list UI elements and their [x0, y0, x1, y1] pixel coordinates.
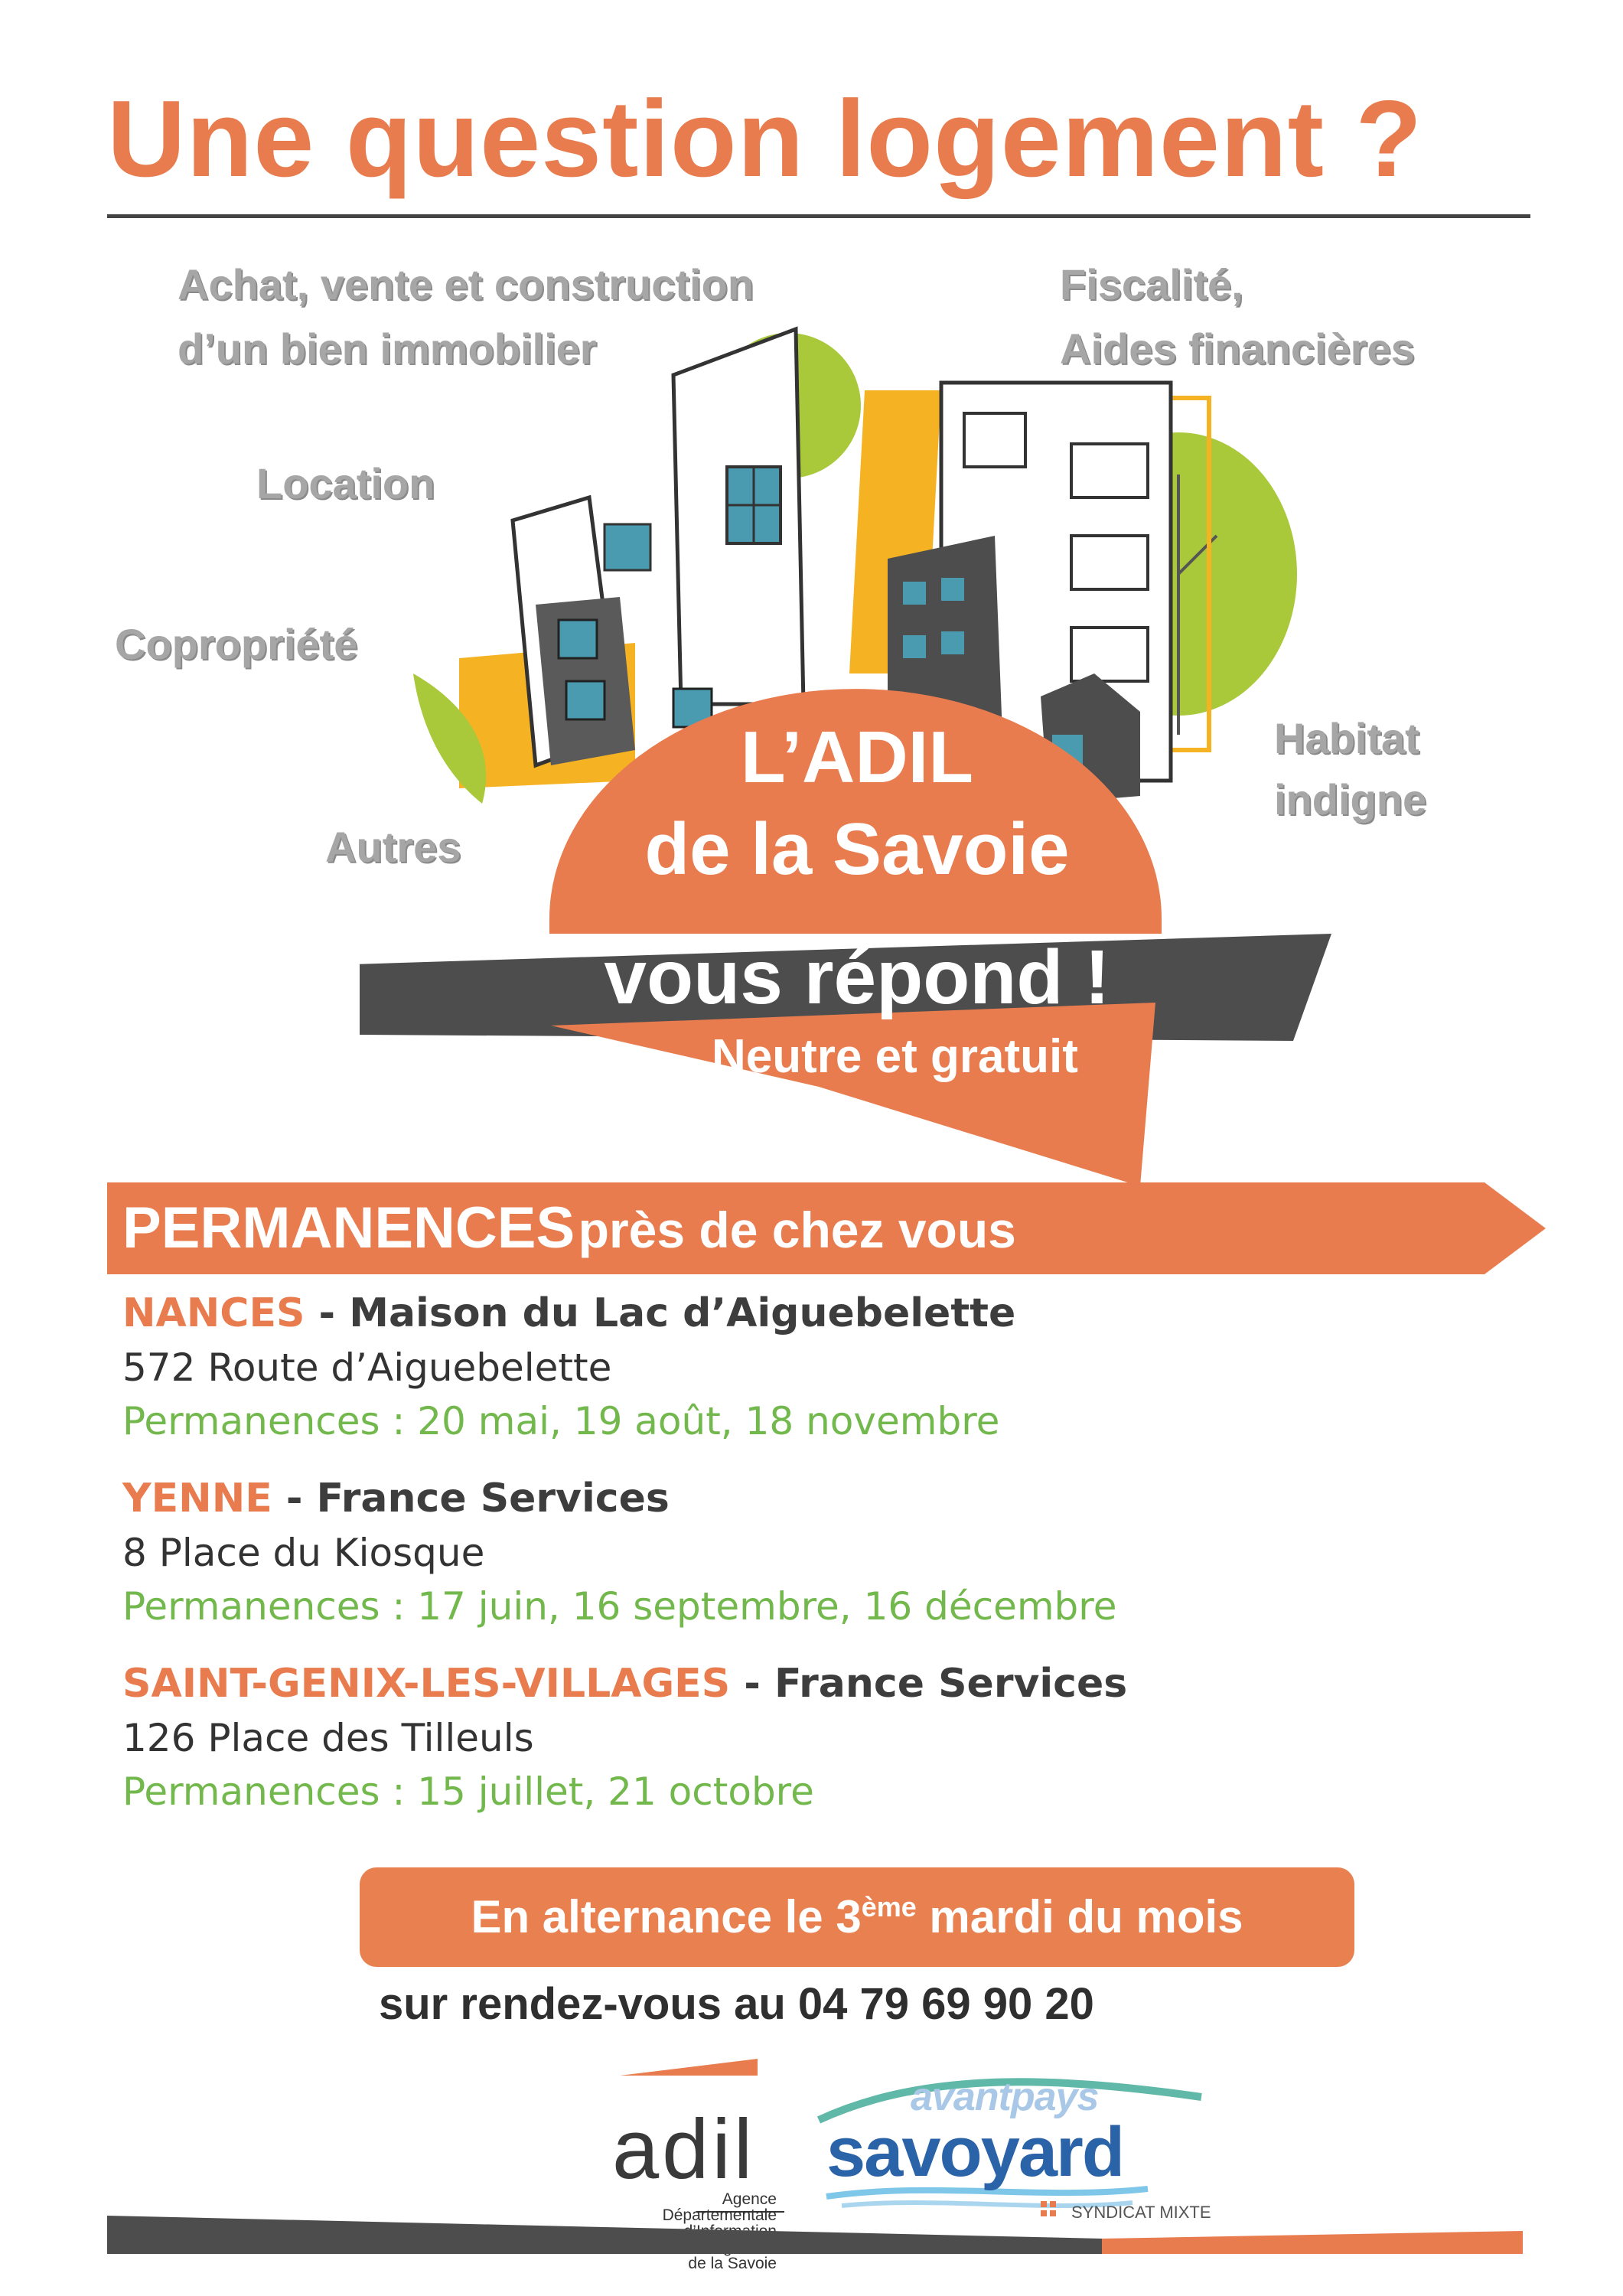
topic-achat: Achat, vente et construction d’un bien immobilier	[178, 260, 754, 373]
page-title: Une question logement ?	[107, 78, 1423, 200]
hero-heading: L’ADIL de la Savoie	[644, 716, 1070, 890]
avp-logo-main: savoyard	[826, 2113, 1124, 2191]
avp-logo-subtitle: SYNDICAT MIXTE	[1071, 2203, 1211, 2222]
appointment-phone: sur rendez-vous au 04 79 69 90 20	[379, 1979, 1094, 2029]
location-saint-genix: SAINT-GENIX-LES-VILLAGES - France Services 126 Place des Tilleuls Permanences : 15 juillet, 21 octobre	[122, 1661, 1128, 1814]
schedule-text: En alternance le 3ème mardi du mois	[471, 1891, 1243, 1942]
topic-copropriete: Copropriété	[115, 620, 358, 668]
topic-location: Location	[256, 459, 435, 507]
adil-logo-word: adil	[612, 2102, 756, 2197]
title-divider	[107, 214, 1530, 218]
location-nances: NANCES - Maison du Lac d’Aiguebelette 572 Route d’Aiguebelette Permanences : 20 mai, 19 août, 18 novembre	[122, 1290, 1016, 1443]
footer-stripe	[107, 2216, 1523, 2254]
location-yenne: YENNE - France Services 8 Place du Kiosque Permanences : 17 juin, 16 septembre, 16 décembre	[122, 1476, 1117, 1629]
avp-logo-top: avantpays	[911, 2075, 1099, 2119]
topic-autres: Autres	[325, 823, 461, 871]
permanences-banner-text: PERMANENCES près de chez vous	[122, 1195, 1016, 1261]
topic-fiscalite: Fiscalité, Aides financières	[1060, 260, 1415, 373]
adil-logo-subtitle: Agence Départementale de la Savoie	[662, 2190, 777, 2272]
hero-repond: vous répond !	[604, 934, 1110, 1020]
topic-habitat-indigne: Habitat indigne	[1274, 714, 1427, 823]
hero-tagline: Neutre et gratuit	[712, 1030, 1078, 1083]
